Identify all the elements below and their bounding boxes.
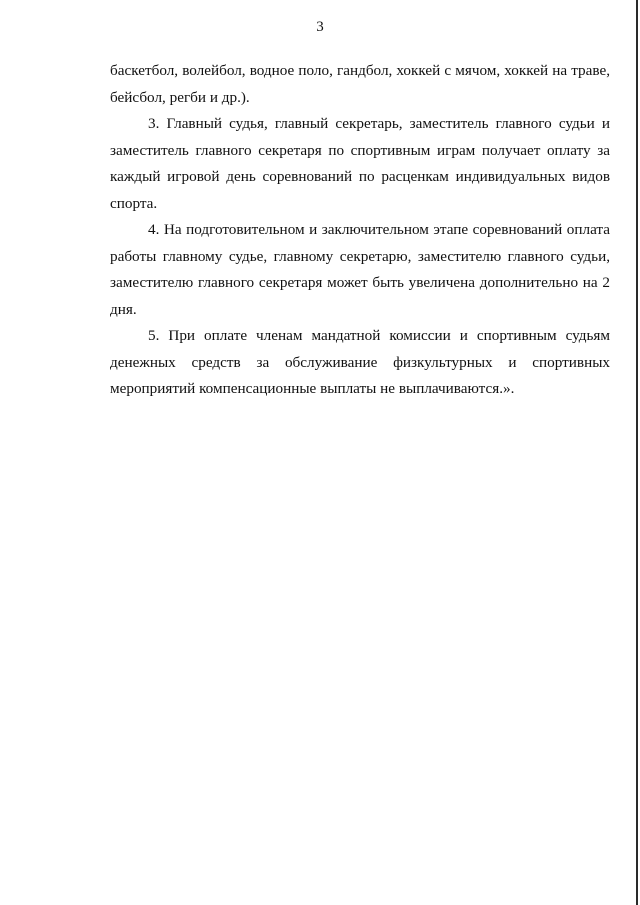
paragraph-item-3: 3. Главный судья, главный секретарь, заместитель главного судьи и заместитель главного секретаря по спортивным играм получает оплату за каждый игровой день соревнований по расценкам индивидуальных видов спорта. (110, 115, 610, 212)
page-number: 3 (316, 19, 324, 35)
paragraph-item-4: 4. На подготовительном и заключительном этапе соревнований оплата работы главному судье, главному секретарю, заместителю главного судьи, заместителю главного секретаря может быть увеличена дополнительно на 2 дня. (110, 221, 610, 318)
paragraph-continuation: баскетбол, волейбол, водное поло, гандбол, хоккей с мячом, хоккей на траве, бейсбол, регби и др.). (110, 62, 610, 106)
paragraph-item-5: 5. При оплате членам мандатной комиссии и спортивным судьям денежных средств за обслуживание физкультурных и спортивных мероприятий компенсационные выплаты не выплачиваются.». (110, 327, 610, 397)
scan-edge-line (636, 0, 638, 905)
document-body (110, 58, 610, 403)
